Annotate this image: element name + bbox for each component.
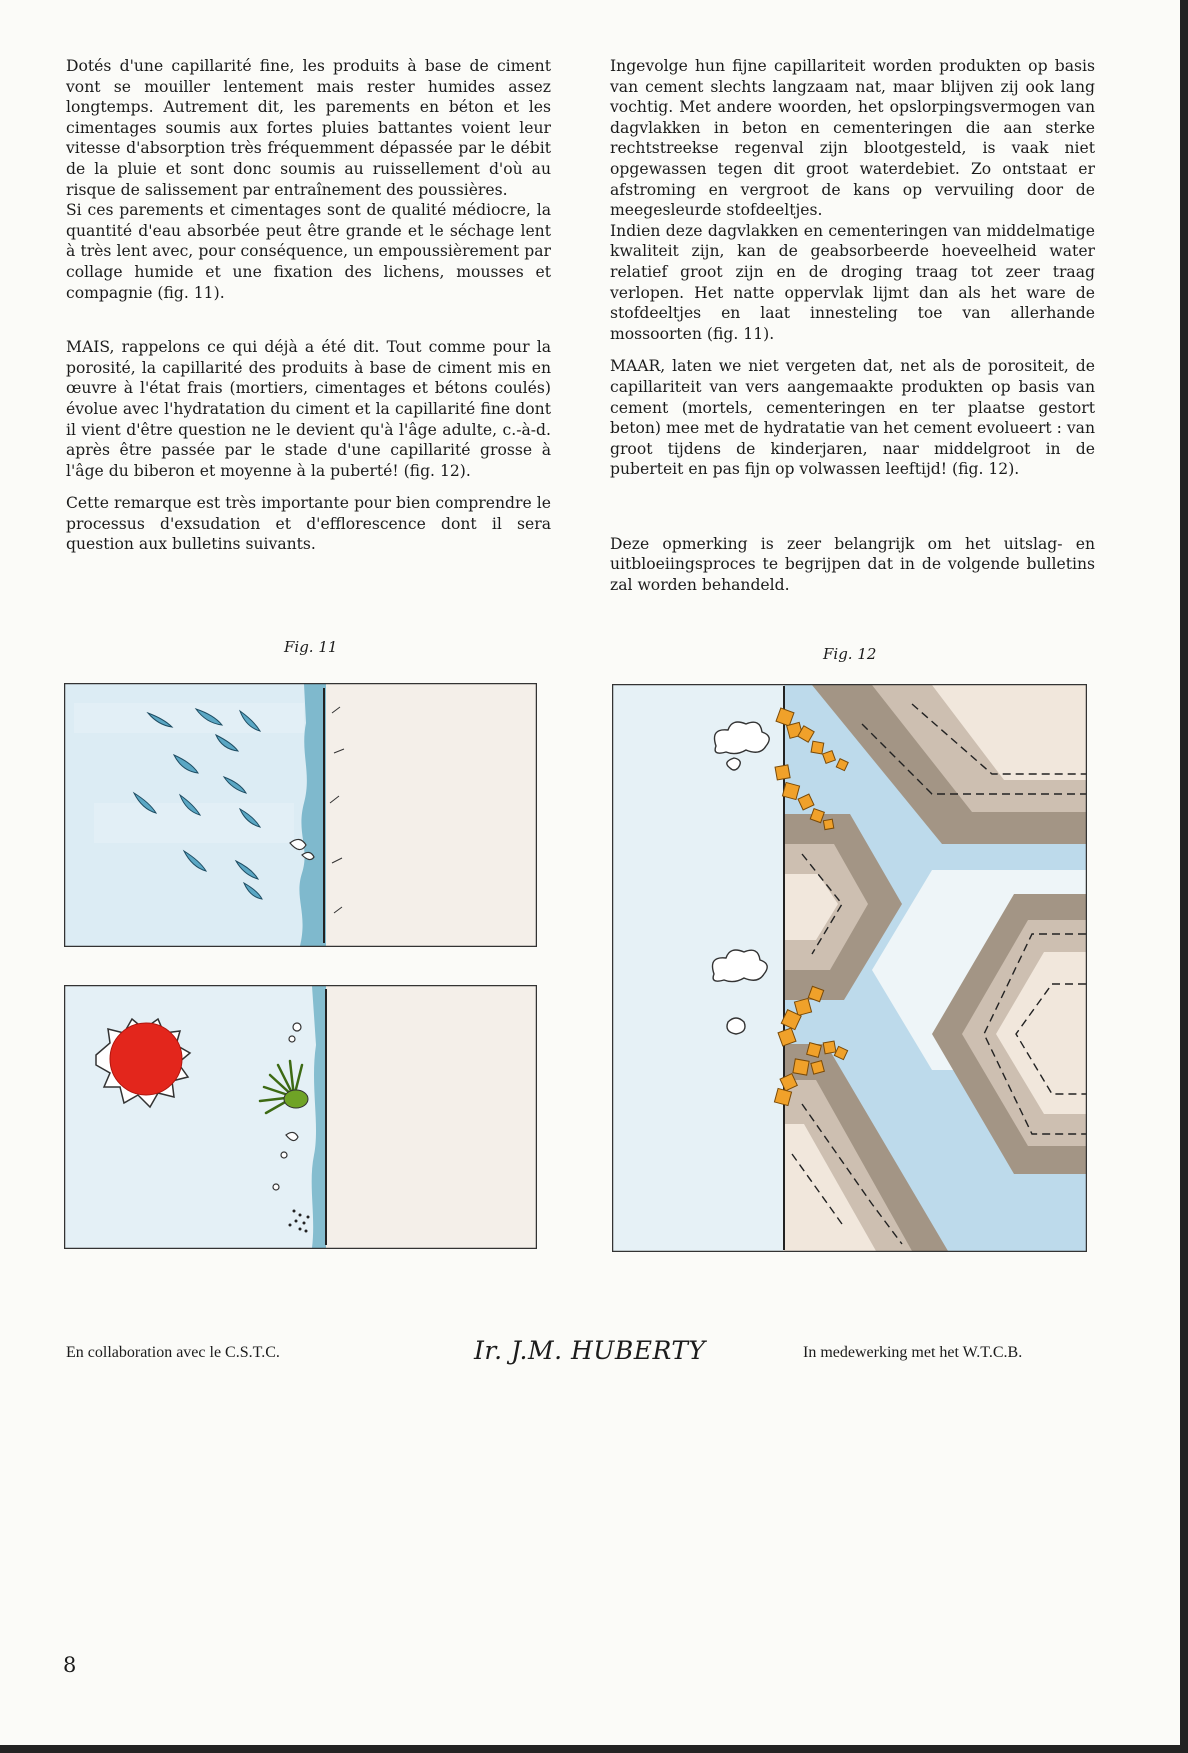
footer-collaboration-fr: En collaboration avec le C.S.T.C. (66, 1344, 280, 1361)
fig11-sun-moss-illustration (64, 985, 537, 1249)
fig12-capillarity-illustration (612, 684, 1087, 1252)
dutch-column (610, 56, 1095, 596)
nl-paragraph-1: Ingevolge hun fijne capillariteit worden produkten op basis van cement slechts langzaam nat, maar blijven zij ook lang vochtig. Met andere woorden, het opslorpingsvermogen van dagvlakken in beton en cementeringen die aan sterke rechtstreekse regenval zijn blootgesteld, is vaak niet opgewassen tegen dit groot waterdebiet. Zo ontstaat er afstroming en vergroot de kans op vervuiling door de meegesleurde stofdeeltjes. (610, 57, 1095, 220)
fig11-caption: Fig. 11 (284, 638, 338, 656)
footer-author: Ir. J.M. HUBERTY (474, 1336, 706, 1365)
page-number: 8 (63, 1653, 77, 1677)
scan-edge-right (1180, 0, 1188, 1753)
french-column (66, 56, 551, 555)
scan-edge-bottom (0, 1745, 1188, 1753)
fig11-rain-illustration (64, 683, 537, 947)
fr-paragraph-4: Cette remarque est très importante pour bien comprendre le processus d'exsudation et d'efflorescence dont il sera question aux bulletins suivants. (66, 494, 551, 554)
fr-paragraph-3: MAIS, rappelons ce qui déjà a été dit. Tout comme pour la porosité, la capillarité des produits à base de ciment mis en œuvre à l'état frais (mortiers, cimentages et bétons coulés) évolue avec l'hydratation du ciment et la capillarité fine dont il vient d'être question ne le devient qu'à l'âge adulte, c.-à-d. après être passée par le stade d'une capillarité grosse à l'âge du biberon et moyenne à la puberté! (fig. 12). (66, 338, 551, 480)
fr-paragraph-1: Dotés d'une capillarité fine, les produits à base de ciment vont se mouiller lentement mais rester humides assez longtemps. Autrement dit, les parements en béton et les cimentages soumis aux fortes pluies battantes voient leur vitesse d'absorption très fréquemment dépassée par le débit de la pluie et sont donc soumis au ruissellement d'où au risque de salissement par entraînement des poussières. (66, 57, 551, 199)
footer-collaboration-nl: In medewerking met het W.T.C.B. (803, 1344, 1023, 1361)
nl-paragraph-2: Indien deze dagvlakken en cementeringen van middelmatige kwaliteit zijn, kan de geabsorbeerde hoeveelheid water relatief groot zijn en de droging traag tot zeer traag verlopen. Het natte oppervlak lijmt dan als het ware de stofdeeltjes en laat innesteling toe van allerhande mossoorten (fig. 11). (610, 221, 1095, 343)
nl-paragraph-3: MAAR, laten we niet vergeten dat, net als de porositeit, de capillariteit van vers aangemaakte produkten op basis van cement (mortels, cementeringen en ter plaatse gestort beton) mee met de hydratatie van het cement evolueert : van groot tijdens de kinderjaren, naar middelgroot in de puberteit en pas fijn op volwassen leeftijd! (fig. 12). (610, 357, 1095, 479)
fig12-caption: Fig. 12 (823, 645, 877, 663)
nl-paragraph-4: Deze opmerking is zeer belangrijk om het uitslag- en uitbloeiingsproces te begrijpen dat in de volgende bulletins zal worden behandeld. (610, 534, 1095, 595)
fr-paragraph-2: Si ces parements et cimentages sont de qualité médiocre, la quantité d'eau absorbée peut être grande et le séchage lent à très lent avec, pour conséquence, un empoussièrement par collage humide et une fixation des lichens, mousses et compagnie (fig. 11). (66, 201, 551, 302)
